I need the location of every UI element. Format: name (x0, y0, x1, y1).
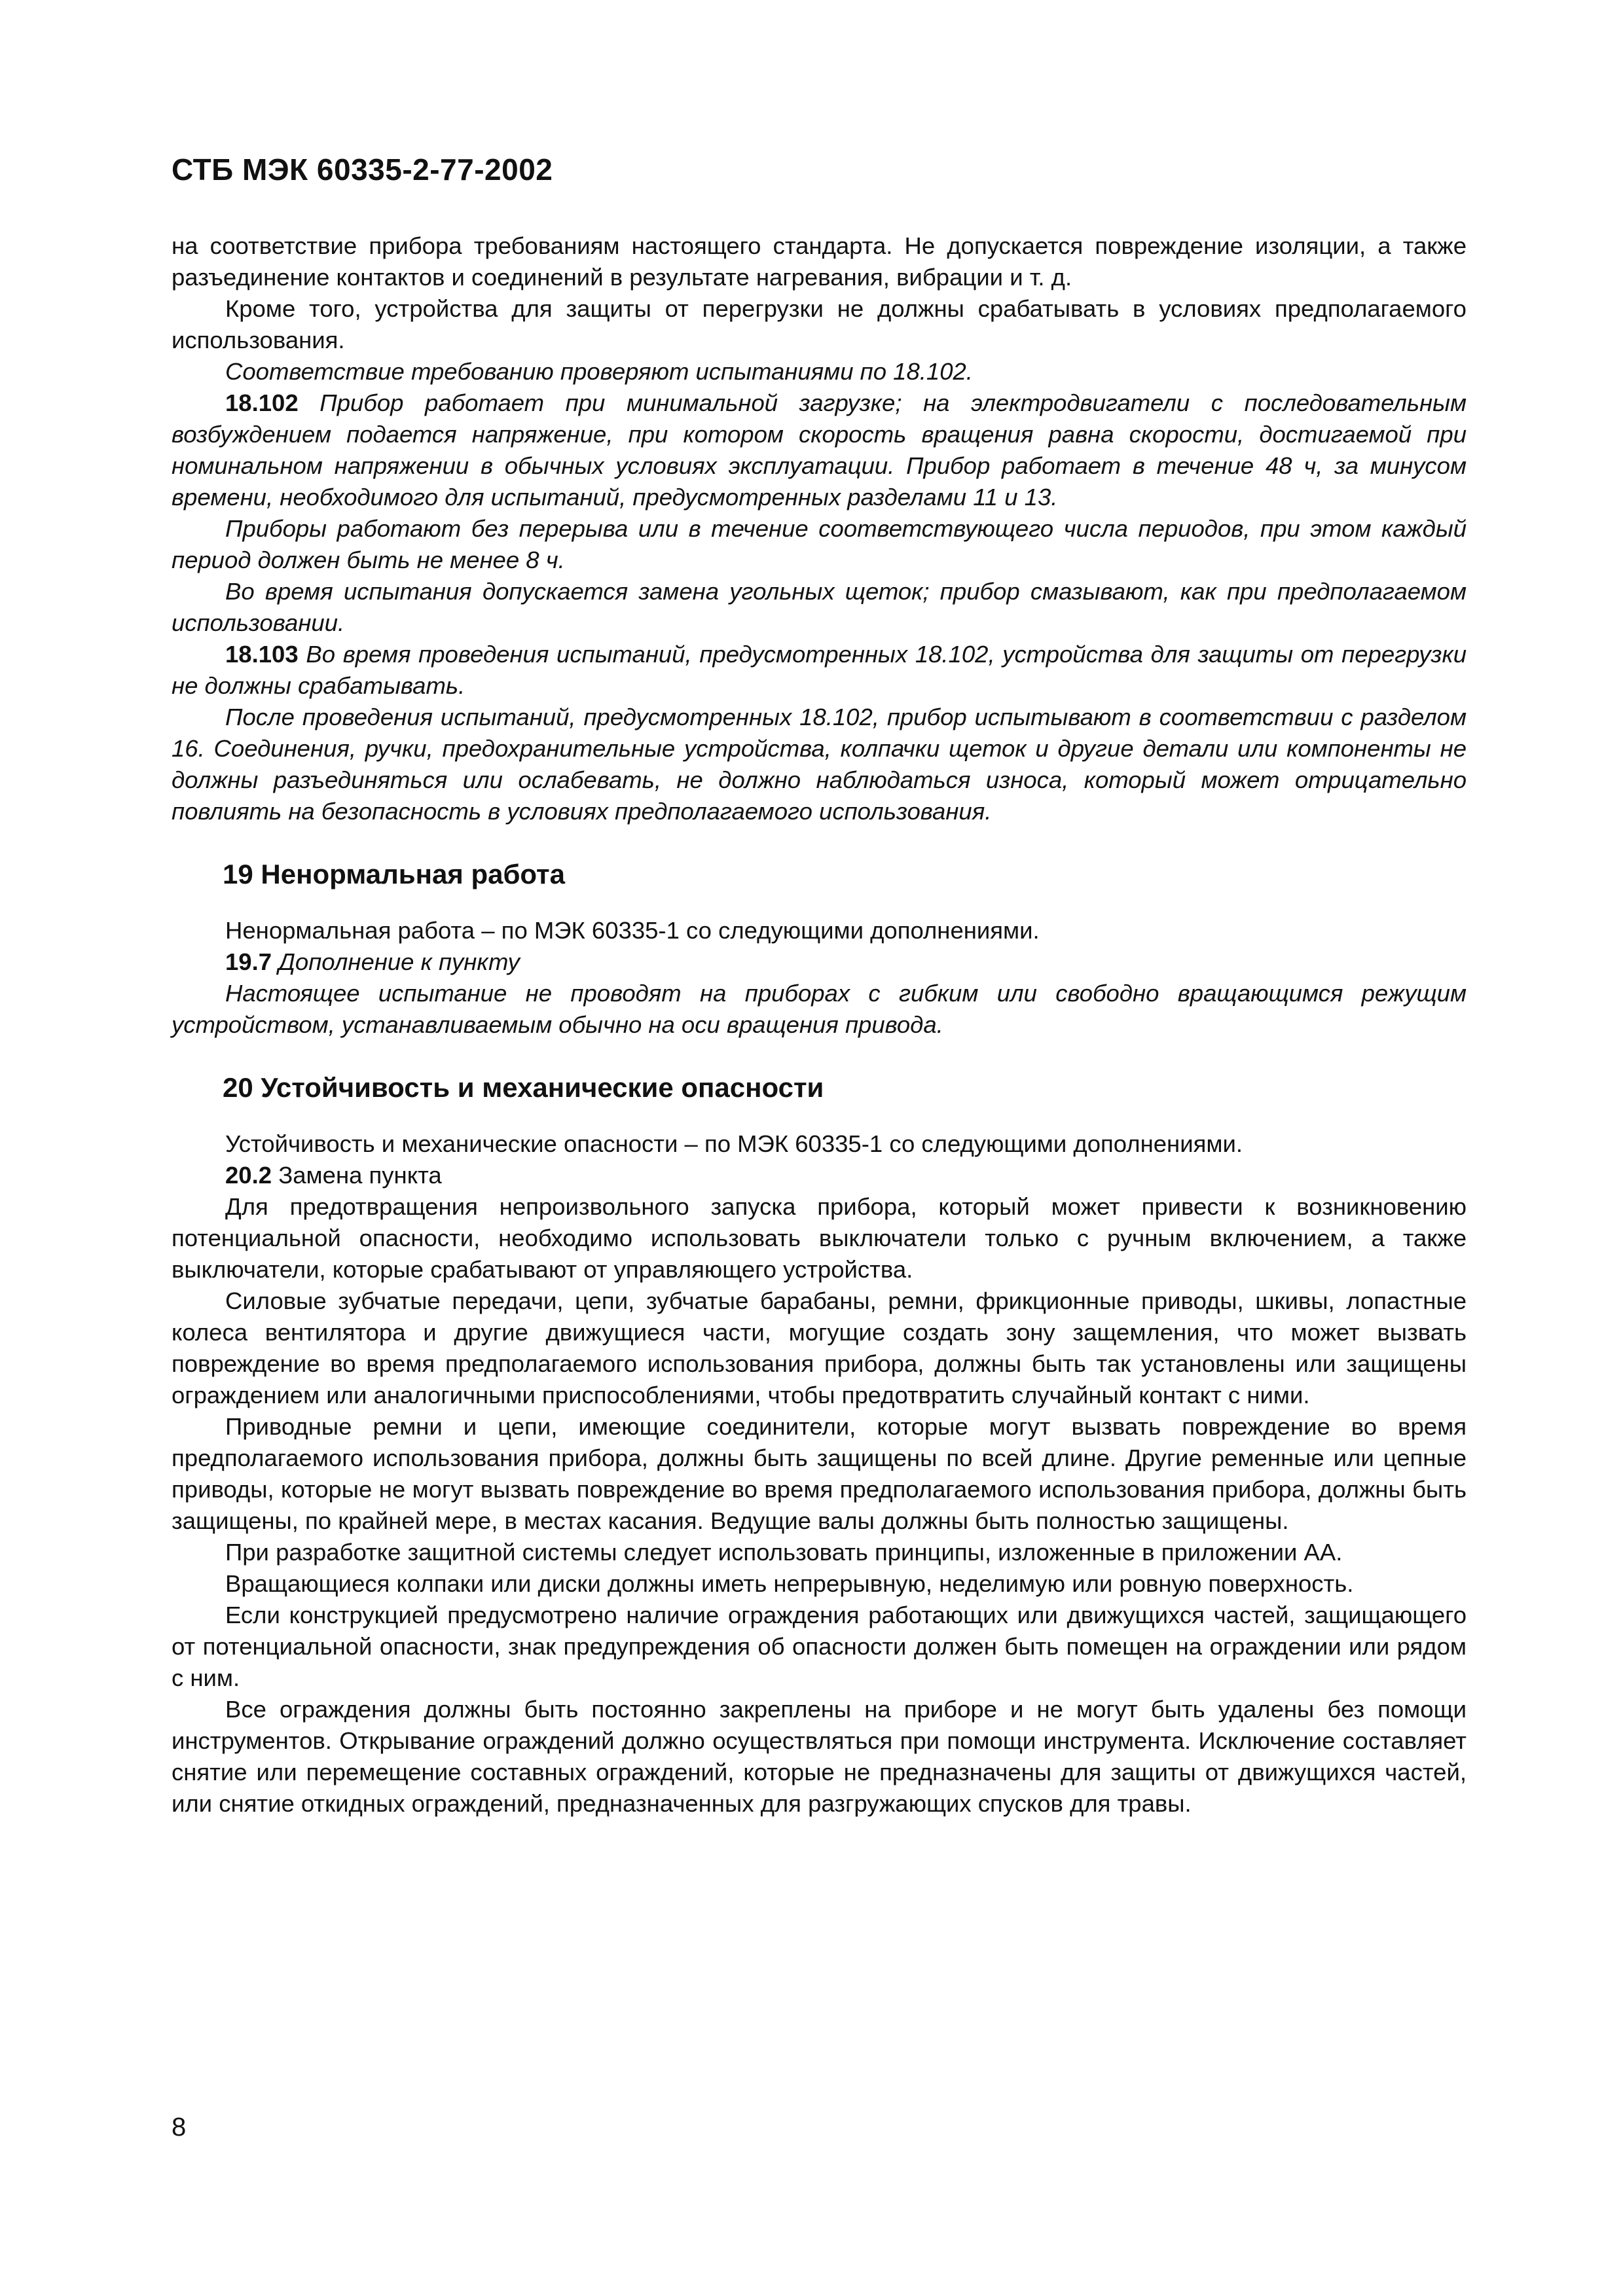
section-heading-20: 20 Устойчивость и механические опасности (223, 1072, 824, 1103)
page-body (172, 230, 1467, 1820)
clause-number: 18.102 (225, 389, 299, 416)
paragraph-section-20-intro: Устойчивость и механические опасности – по МЭК 60335-1 со следующими дополнениями. (225, 1130, 1243, 1157)
clause-18-102 (172, 387, 1467, 513)
clause-number: 18.103 (225, 641, 299, 668)
clause-text: Во время проведения испытаний, предусмотренных 18.102, устройства для защиты от перегрузки не должны срабатывать. (172, 641, 1467, 699)
clause-19-7-title (172, 946, 1467, 978)
paragraph-warning-sign: Если конструкцией предусмотрено наличие ограждения работающих или движущихся частей, защищающего от потенциальной опасности, знак предупреждения об опасности должен быть помещен на ограждении или рядом с ним. (172, 1602, 1467, 1691)
section-heading-19: 19 Ненормальная работа (223, 859, 565, 889)
clause-number: 19.7 (225, 948, 272, 975)
clause-18-103 (172, 639, 1467, 702)
clause-text: Прибор работает при минимальной загрузке; на электродвигатели с последовательным возбуждением подается напряжение, при котором скорость вращения равна скорости, достигаемой при номинальном напряжении в обычных условиях эксплуатации. Прибор работает в течение 48 ч, за минусом времени, необходимого для испытаний, предусмотренных разделами 11 и 13. (172, 389, 1467, 511)
paragraph-overload-devices: Кроме того, устройства для защиты от перегрузки не должны срабатывать в условиях предполагаемого использования. (172, 295, 1467, 353)
page-number: 8 (172, 2113, 187, 2142)
paragraph-rotating-caps: Вращающиеся колпаки или диски должны иметь непрерывную, неделимую или ровную поверхность. (225, 1570, 1354, 1597)
paragraph-brush-replacement: Во время испытания допускается замена угольных щеток; прибор смазывают, как при предполагаемом использовании. (172, 578, 1467, 636)
paragraph-clause-19-7-text: Настоящее испытание не проводят на приборах с гибким или свободно вращающимся режущим устройством, устанавливаемым обычно на оси вращения привода. (172, 980, 1467, 1038)
paragraph-switches: Для предотвращения непроизвольного запуска прибора, который может привести к возникновению потенциальной опасности, необходимо использовать выключатели только с ручным включением, а также выключатели, которые срабатывают от управляющего устройства. (172, 1193, 1467, 1283)
paragraph-test-periods: Приборы работают без перерыва или в течение соответствующего числа периодов, при этом каждый период должен быть не менее 8 ч. (172, 515, 1467, 573)
paragraph-compliance-check: Соответствие требованию проверяют испытаниями по 18.102. (225, 358, 973, 385)
clause-title: Замена пункта (278, 1162, 442, 1189)
paragraph-after-testing: После проведения испытаний, предусмотренных 18.102, прибор испытывают в соответствии с разделом 16. Соединения, ручки, предохранительные устройства, колпачки щеток и другие детали или компоненты не должны разъединяться или ослабевать, не должно наблюдаться износа, который может отрицательно повлиять на безопасность в условиях предполагаемого использования. (172, 704, 1467, 825)
document-code-header: СТБ МЭК 60335-2-77-2002 (172, 152, 553, 187)
paragraph-protective-system: При разработке защитной системы следует использовать принципы, изложенные в приложении АА. (225, 1539, 1343, 1566)
clause-title: Дополнение к пункту (278, 948, 520, 975)
paragraph-section-19-intro: Ненормальная работа – по МЭК 60335-1 со следующими дополнениями. (225, 917, 1040, 944)
clause-number: 20.2 (225, 1162, 272, 1189)
paragraph-belts-chains: Приводные ремни и цепи, имеющие соединители, которые могут вызвать повреждение во время предполагаемого использования прибора, должны быть защищены по всей длине. Другие ременные или цепные приводы, которые не могут вызвать повреждение во время предполагаемого использования прибора, должны быть защищены, по крайней мере, в местах касания. Ведущие валы должны быть полностью защищены. (172, 1413, 1467, 1534)
paragraph-guards-fixed: Все ограждения должны быть постоянно закреплены на приборе и не могут быть удалены без помощи инструментов. Открывание ограждений должно осуществляться при помощи инструмента. Исключение составляет снятие или перемещение составных ограждений, которые не предназначены для защиты от движущихся частей, или снятие откидных ограждений, предназначенных для разгружающих спусков для травы. (172, 1696, 1467, 1817)
paragraph-continuation: на соответствие прибора требованиям настоящего стандарта. Не допускается повреждение изоляции, а также разъединение контактов и соединений в результате нагревания, вибрации и т. д. (172, 232, 1467, 291)
paragraph-moving-parts: Силовые зубчатые передачи, цепи, зубчатые барабаны, ремни, фрикционные приводы, шкивы, лопастные колеса вентилятора и другие движущиеся части, могущие создать зону защемления, что может вызвать повреждение во время предполагаемого использования прибора, должны быть так установлены или защищены ограждением или аналогичными приспособлениями, чтобы предотвратить случайный контакт с ними. (172, 1287, 1467, 1408)
clause-20-2-title (172, 1160, 1467, 1191)
